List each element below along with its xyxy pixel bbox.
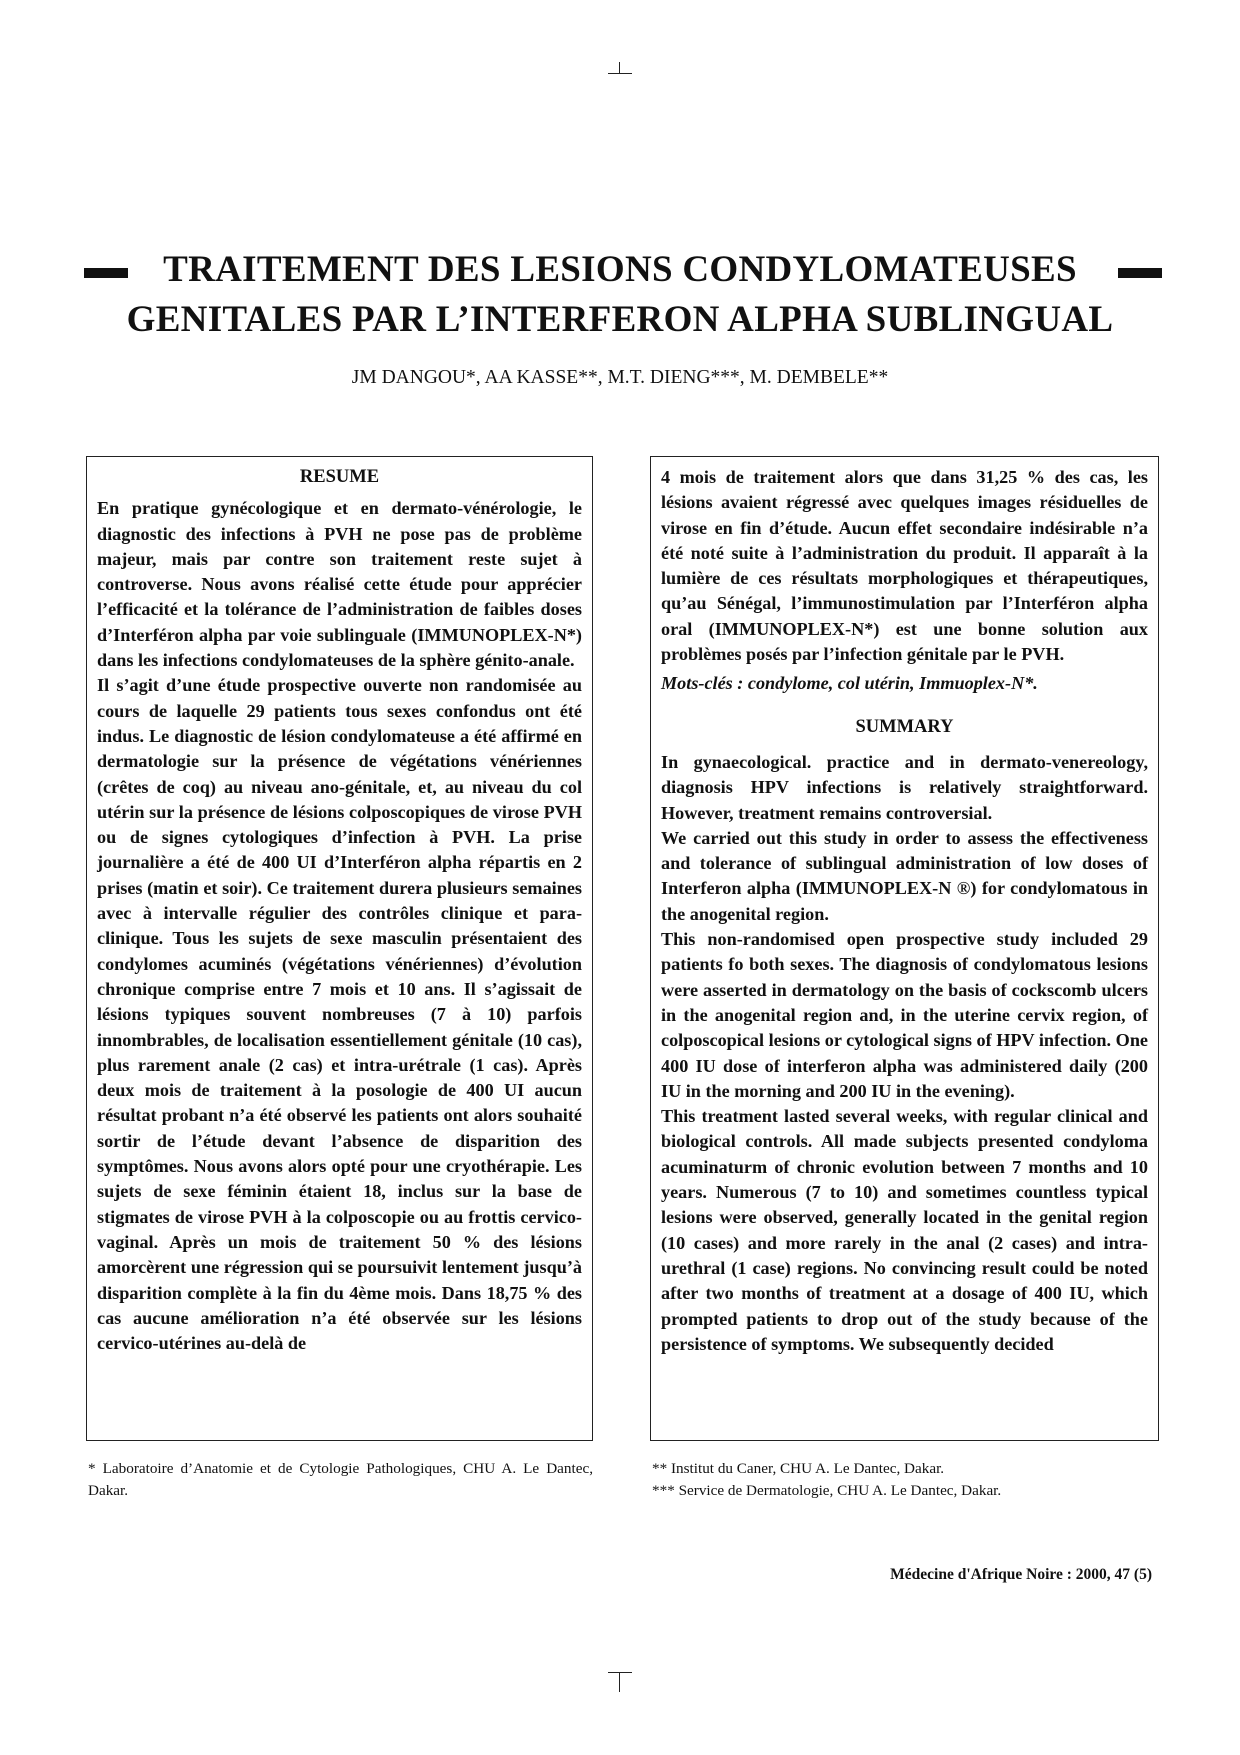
resume-paragraph: Il s’agit d’une étude prospective ouverte non randomisée au cours de laquelle 29 patients tous sexes confondus ont été indus. Le diagnostic de lésion condylomateuse a été affirmé en dermatologie sur la présence de végétations vénériennes (crêtes de coq) au niveau ano-génitale, et, au niveau du col utérin sur la présence de lésions colposcopiques de virose PVH ou de signes cytologiques d’infection à PVH. La prise journalière a été de 400 UI d’Interféron alpha répartis en 2 prises (matin et soir). Ce traitement durera plusieurs semaines avec à intervalle régulier des contrôles clinique et para- clinique. Tous les sujets de sexe masculin présentaient des condylomes acuminés (végétations vénériennes) d’évolution chronique comprise entre 7 mois et 10 ans. Il s’agissait de lésions typiques souvent nombreuses (7 à 10) parfois innombrables, de localisation essentiellement génitale (10 cas), plus rarement anale (2 cas) et intra-urétrale (1 cas). Après deux mois de traitement à la posologie de 400 UI aucun résultat probant n’a été observé les patients ont alors souhaité sortir de l’étude devant l’absence de disparition des symptômes. Nous avons alors opté pour une cryothérapie. Les sujets de sexe féminin étaient 18, inclus sur la base de stigmates de virose PVH à la colposcopie ou au frottis cervico-vaginal. Après un mois de traitement 50 % des lésions amorcèrent une régression qui se poursuivit lentement jusqu’à disparition complète à la fin du 4ème mois. Dans 18,75 % des cas aucune amélioration n’a été observée sur les lésions cervico-utérines au-delà de: [97, 675, 582, 1354]
summary-paragraph: This non-randomised open prospective study included 29 patients fo both sexes. The diagnosis of condylomatous lesions were asserted in dermatology on the basis of cockscomb ulcers in the anogenital region and, in the uterine cervix region, of colposcopical lesions or cytological signs of HPV infection. One 400 IU dose of interferon alpha was administered daily (200 IU in the morning and 200 IU in the evening).: [661, 929, 1148, 1101]
footnote-right: [652, 1458, 1157, 1502]
resume-paragraph: En pratique gynécologique et en dermato-vénérologie, le diagnostic des infections à PVH ne pose pas de problème majeur, mais par contre son traitement reste sujet à controverse. Nous avons réalisé cette étude pour apprécier l’efficacité et la tolérance de l’administration de faibles doses d’Interféron alpha par voie sublinguale (IMMUNOPLEX-N*) dans les infections condylomateuses de la sphère génito-anale.: [97, 498, 582, 671]
summary-paragraph: In gynaecological. practice and in dermato-venereology, diagnosis HPV infections is relatively straightforward. However, treatment remains controversial.: [661, 751, 1148, 823]
title-line-1: TRAITEMENT DES LESIONS CONDYLOMATEUSES: [163, 249, 1077, 290]
article-title: [120, 245, 1120, 345]
footnote-institut: ** Institut du Caner, CHU A. Le Dantec, Dakar.: [652, 1460, 945, 1477]
footnote-dermatologie: *** Service de Dermatologie, CHU A. Le Dantec, Dakar.: [652, 1482, 1002, 1499]
crop-mark-top: [608, 62, 632, 74]
summary-box: [650, 456, 1159, 1441]
summary-heading: SUMMARY: [855, 716, 954, 737]
resume-box: [86, 456, 593, 1441]
title-line-2: GENITALES PAR L’INTERFERON ALPHA SUBLINGUAL: [126, 299, 1114, 340]
resume-heading: RESUME: [299, 467, 380, 487]
journal-citation: Médecine d'Afrique Noire : 2000, 47 (5): [890, 1566, 1152, 1583]
footnote-left: * Laboratoire d’Anatomie et de Cytologie Pathologiques, CHU A. Le Dantec, Dakar.: [88, 1460, 593, 1499]
resume-continuation: 4 mois de traitement alors que dans 31,25 % des cas, les lésions avaient régressé avec quelques images résiduelles de virose en fin d’étude. Aucun effet secondaire indésirable n’a été noté suite à l’administration du produit. Il apparaît à la lumière de ces résultats morphologiques et thérapeutiques, qu’au Sénégal, l’immunostimulation par l’Interféron alpha oral (IMMUNOPLEX-N*) est une bonne solution aux problèmes posés par l’infection génitale par le PVH.: [661, 467, 1148, 665]
summary-paragraph: This treatment lasted several weeks, with regular clinical and biological controls. All made subjects presented condyloma acuminaturm of chronic evolution between 7 months and 10 years. Numerous (7 to 10) and sometimes countless typical lesions were observed, generally located in the genital region (10 cases) and more rarely in the anal (2 cases) and intra-urethral (1 case) regions. No convincing result could be noted after two months of treatment at a dosage of 400 IU, which prompted patients to drop out of the study because of the persistence of symptoms. We subsequently decided: [661, 1106, 1148, 1354]
keywords: Mots-clés : condylome, col utérin, Immuoplex-N*.: [661, 673, 1038, 694]
authors: JM DANGOU*, AA KASSE**, M.T. DIENG***, M. DEMBELE**: [351, 367, 889, 388]
crop-mark-bottom: [608, 1672, 632, 1692]
title-bar-right: [1118, 268, 1162, 278]
summary-paragraph: We carried out this study in order to assess the effectiveness and tolerance of sublingual administration of low doses of Interferon alpha (IMMUNOPLEX-N ®) for condylomatous in the anogenital region.: [661, 827, 1148, 924]
